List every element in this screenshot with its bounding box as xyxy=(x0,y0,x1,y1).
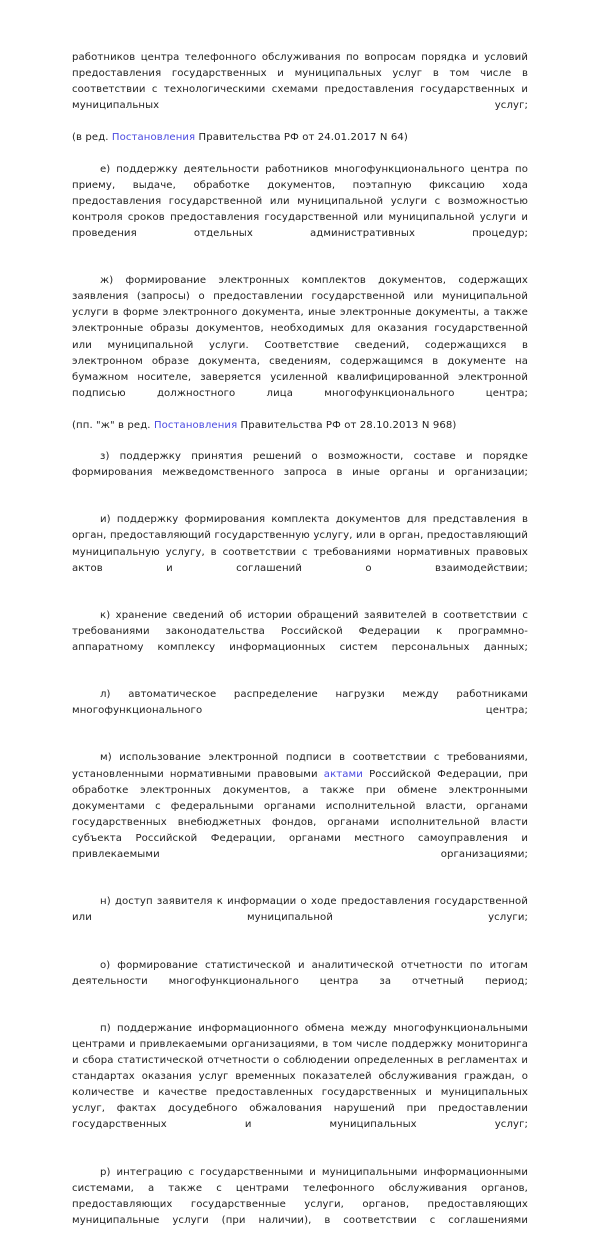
amendment-note-2-prefix: (пп. "ж" в ред. xyxy=(72,419,154,431)
paragraph-spacer xyxy=(72,434,528,449)
paragraph-item-m-prefix: м) использование электронной подписи в соответствии с требованиями, установленными нормативными правовыми xyxy=(72,752,528,780)
paragraph-spacer xyxy=(72,735,528,750)
paragraph-item-k: к) хранение сведений об истории обращений заявителей в соответствии с требованиями законодательства Российской Федерации к программно-аппаратному комплексу информационных систем персональных данных; xyxy=(72,609,528,653)
paragraph-item-zh: ж) формирование электронных комплектов документов, содержащих заявления (запросы) о предоставлении государственной или муниципальной услуги в форме электронного документа, иные электронные документы, а также электронные образы документов, необходимых для оказания государственной или муниципальной услуги. Соответствие сведений, содержащихся в электронном образе документа, сведениям, содержащимся в документе на бумажном носителе, заверяется усиленной квалифицированной электронной подписью должностного лица многофункционального центра; xyxy=(72,275,528,399)
amendment-note-1-suffix: Правительства РФ от 24.01.2017 N 64) xyxy=(195,132,408,144)
paragraph-item-m xyxy=(72,750,528,879)
paragraph-continuation: работников центра телефонного обслуживания по вопросам порядка и условий предоставления государственных и муниципальных услуг в том числе в соответствии с технологическими схемами предоставления государственных и муниципальных услуг; xyxy=(72,52,528,112)
amendment-note-1 xyxy=(72,130,528,146)
paragraph-spacer xyxy=(72,147,528,162)
paragraph-item-l: л) автоматическое распределение нагрузки между работниками многофункционального центра; xyxy=(72,689,528,717)
paragraph-spacer xyxy=(72,879,528,894)
paragraph-spacer xyxy=(72,258,528,273)
paragraph-item-i: и) поддержку формирования комплекта документов для представления в орган, предоставляющий государственную услугу, или в орган, предоставляющий муниципальную услугу, в соответствии с требованиями нормативных правовых актов и соглашений о взаимодействии; xyxy=(72,514,528,574)
document-text-column xyxy=(72,50,528,1245)
amendment-link-postanovleniya-2[interactable]: Постановления xyxy=(153,419,238,431)
paragraph-spacer xyxy=(72,672,528,687)
paragraph-spacer xyxy=(72,593,528,608)
paragraph-item-r: р) интеграцию с государственными и муниципальными информационными системами, а также с центрами телефонного обслуживания органов, предоставляющих государственные услуги, органов, предоставляющих муниципальные услуги (при наличии), в соответствии с соглашениями xyxy=(72,1166,528,1226)
paragraph-item-e: е) поддержку деятельности работников многофункционального центра по приему, выдаче, обработке документов, поэтапную фиксацию хода предоставления государственной или муниципальной услуги с возможностью контроля сроков предоставления государственной или муниципальной услуги и проведения отдельных административных процедур; xyxy=(72,163,528,239)
paragraph-item-p: п) поддержание информационного обмена между многофункциональными центрами и привлекаемыми организациями, в том числе поддержку мониторинга и сбора статистической отчетности о соблюдении определенных в регламентах и стандартах оказания услуг временных показателей обслуживания граждан, о количестве и качестве предоставленных государственных и муниципальных услуг, фактах досудебного обжалования нарушений при предоставлении государственных и муниципальных услуг; xyxy=(72,1022,528,1131)
paragraph-spacer xyxy=(72,497,528,512)
paragraph-spacer xyxy=(72,1150,528,1165)
paragraph-item-o: о) формирование статистической и аналитической отчетности по итогам деятельности многофункционального центра за отчетный период; xyxy=(72,959,528,987)
paragraph-spacer xyxy=(72,1006,528,1021)
amendment-note-2-suffix: Правительства РФ от 28.10.2013 N 968) xyxy=(237,419,457,431)
reference-link-aktami[interactable]: актами xyxy=(323,768,363,780)
amendment-link-postanovleniya-1[interactable]: Постановления xyxy=(111,132,196,144)
paragraph-item-m-suffix: Российской Федерации, при обработке электронных документов, а также при обмене электронными документами с федеральными органами исполнительной власти, органами государственных внебюджетных фондов, органами исполнительной власти субъекта Российской Федерации, органами местного самоуправления и привлекаемыми организациями; xyxy=(72,768,528,861)
amendment-note-1-prefix: (в ред. xyxy=(72,132,112,144)
paragraph-spacer xyxy=(72,943,528,958)
paragraph-item-z: з) поддержку принятия решений о возможности, составе и порядке формирования межведомственного запроса в иные органы и организации; xyxy=(72,451,528,479)
paragraph-item-n: н) доступ заявителя к информации о ходе предоставления государственной или муниципальной услуги; xyxy=(72,896,528,924)
amendment-note-2 xyxy=(72,418,528,434)
